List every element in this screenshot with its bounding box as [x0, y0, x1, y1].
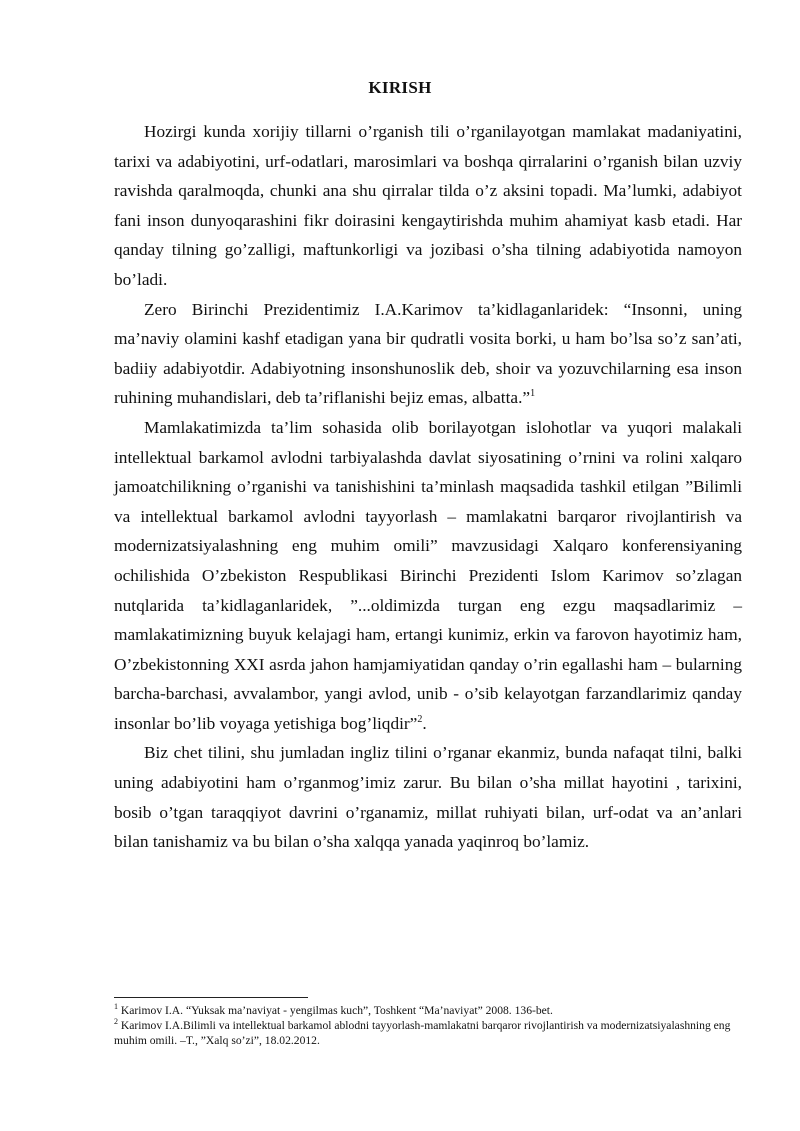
body-text	[114, 117, 742, 857]
paragraph-3	[114, 413, 742, 739]
paragraph-text: Biz chet tilini, shu jumladan ingliz tilini o’rganar ekanmiz, bunda nafaqat tilni, balki uning adabiyotini ham o’rganmog’imiz zarur. Bu bilan o’sha millat hayotini , tarixini, bosib o’tgan taraqqiyot davrini o’rganamiz, millat ruhiyati bilan, urf-odat va an’anlari bilan tanishamiz va bu bilan o’sha xalqqa yanada yaqinroq bo’lamiz.	[114, 743, 742, 852]
footnote-number: 2	[114, 1017, 118, 1027]
footnote-1	[114, 1003, 742, 1018]
footnote-ref-1[interactable]: 1	[530, 388, 536, 400]
footnote-2	[114, 1018, 742, 1048]
paragraph-2	[114, 295, 742, 413]
footnote-separator	[114, 997, 308, 998]
footnote-text: Karimov I.A. “Yuksak ma’naviyat - yengilmas kuch”, Toshkent “Ma’naviyat” 2008. 136-bet.	[118, 1004, 553, 1017]
footnote-ref-2[interactable]: 2	[417, 714, 423, 726]
footnotes	[114, 1003, 742, 1048]
paragraph-text: Hozirgi kunda xorijiy tillarni o’rganish tili o’rganilayotgan mamlakat madaniyatini, tarixi va adabiyotini, urf-odatlari, marosimlari va boshqa qirralarini o’rganish bilan uzviy ravishda qaralmoqda, chunki ana shu qirralar tilda o’z aksini topadi. Ma’lumki, adabiyot fani inson dunyoqarashini fikr doirasini kengaytirishda muhim ahamiyat kasb etadi. Har qanday tilning go’zalligi, maftunkorligi va jozibasi o’sha tilning adabiyotida namoyon bo’ladi.	[114, 122, 742, 289]
paragraph-tail: .	[422, 713, 427, 733]
paragraph-4	[114, 738, 742, 856]
footnote-text: Karimov I.A.Bilimli va intellektual barkamol ablodni tayyorlash-mamlakatni barqaror rivojlantirish va modernizatsiyalashning eng muhim omili. –T., ”Xalq so’zi”, 18.02.2012.	[114, 1019, 731, 1047]
footnote-number: 1	[114, 1002, 118, 1012]
page-title: KIRISH	[368, 78, 432, 97]
paragraph-text: Mamlakatimizda ta’lim sohasida olib borilayotgan islohotlar va yuqori malakali intellektual barkamol avlodni tarbiyalashda davlat siyosatining o’rnini va rolini xalqaro jamoatchilikning o’rganishi va tanishishini ta’minlash maqsadida tashkil etilgan ”Bilimli va intellektual barkamol avlodni tayyorlash – mamlakatni barqaror rivojlantirish va modernizatsiyalashning eng muhim omili” mavzusidagi Xalqaro konferensiyaning ochilishida O’zbekiston Respublikasi Birinchi Prezidenti Islom Karimov so’zlagan nutqlarida ta’kidlaganlaridek, ”...oldimizda turgan eng ezgu maqsadlarimiz – mamlakatimizning buyuk kelajagi ham, ertangi kunimiz, erkin va farovon hayotimiz ham, O’zbekistonning XXI asrda jahon hamjamiyatidan qanday o’rin egallashi ham – bularning barcha-barchasi, avvalambor, yangi avlod, unib - o’sib kelayotgan farzandlarimiz qanday insonlar bo’lib voyaga yetishiga bog’liqdir”	[114, 417, 742, 733]
paragraph-text: Zero Birinchi Prezidentimiz I.A.Karimov ta’kidlaganlaridek: “Insonni, uning ma’naviy olamini kashf etadigan yana bir qudratli vosita borki, u ham bo’lsa so’z san’ati, badiiy adabiyotdir. Adabiyotning insonshunoslik deb, shoir va yozuvchilarning esa inson ruhining muhandislari, deb ta’riflanishi bejiz emas, albatta.”	[114, 299, 742, 408]
paragraph-1	[114, 117, 742, 295]
